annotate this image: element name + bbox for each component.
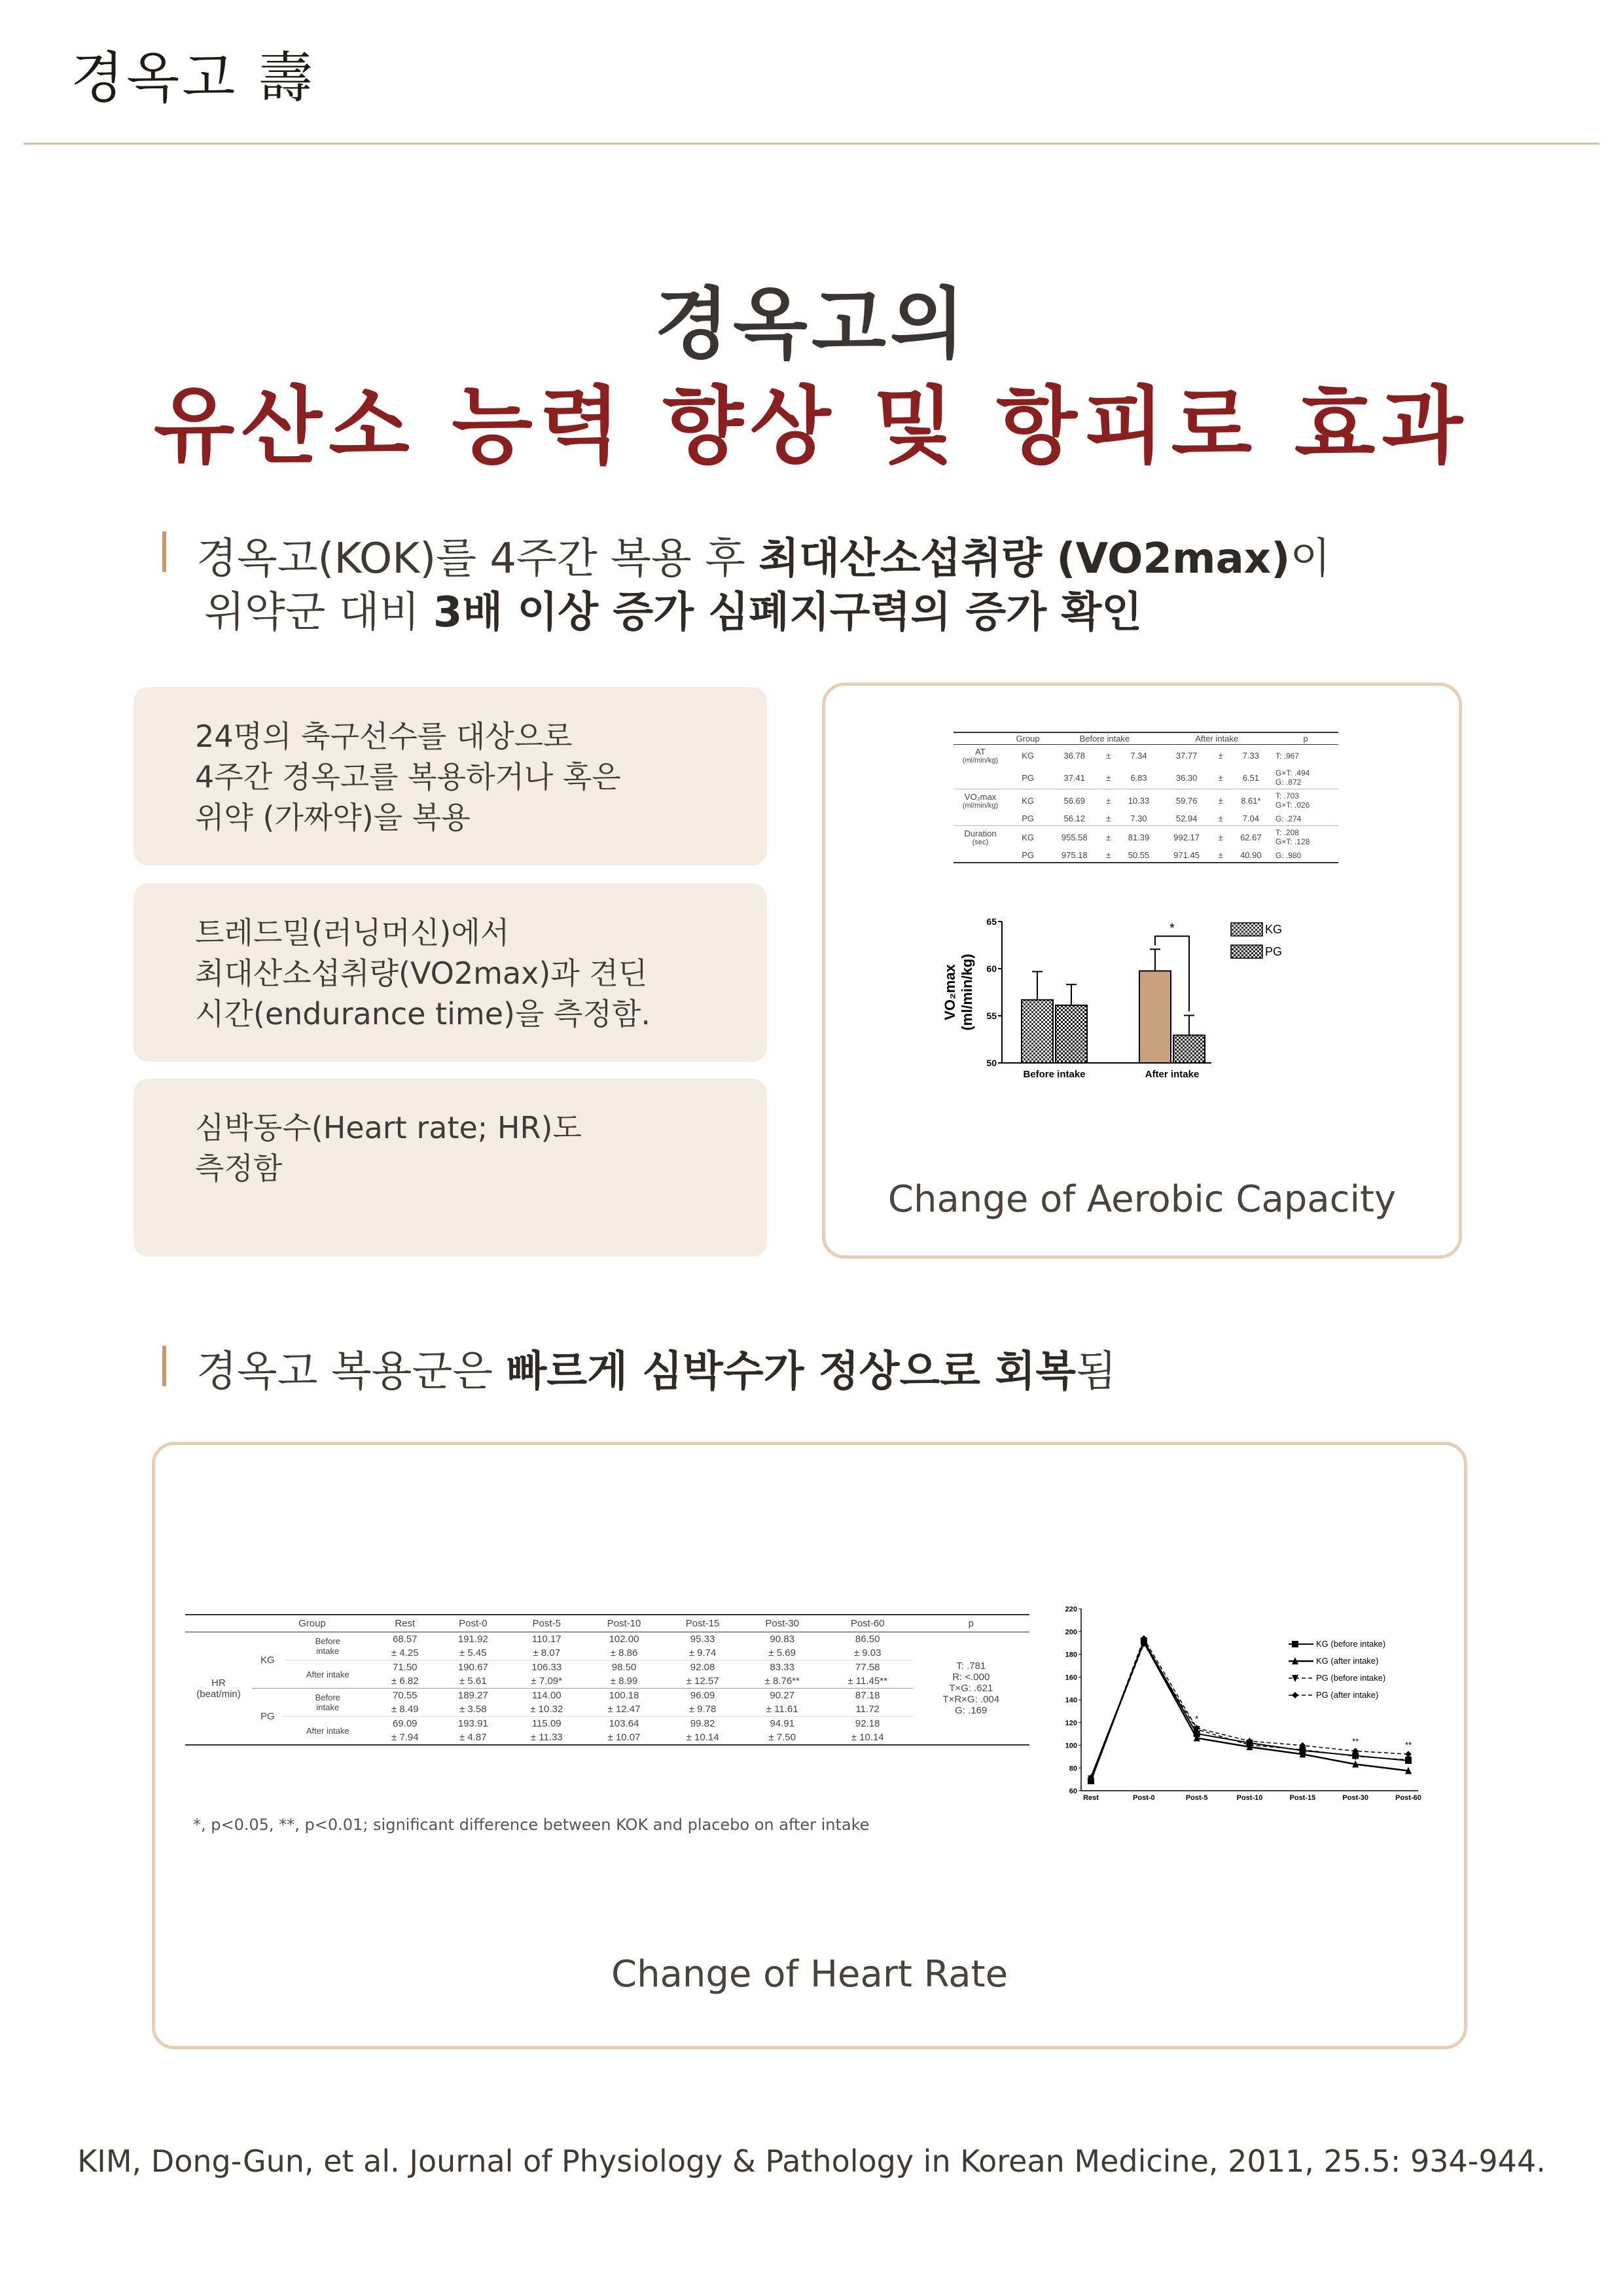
hr-col-header: Post-0 <box>459 1618 488 1629</box>
hr-mean-cell: 92.18 <box>855 1718 880 1729</box>
p-value: G×T: .026 <box>1275 800 1310 810</box>
hr-phase-cell: Before intake <box>315 1693 340 1712</box>
section1-line1 <box>196 525 1330 585</box>
aerobic-table-row <box>954 745 1338 767</box>
before-sd-cell: 7.34 <box>1130 751 1147 761</box>
hr-sd-cell: ± 5.45 <box>459 1647 487 1659</box>
heart-rate-table <box>185 1614 1029 1746</box>
hr-mean-cell: 71.50 <box>392 1662 418 1673</box>
pm-cell: ± <box>1106 795 1111 806</box>
after-sd-cell: 62.67 <box>1240 832 1262 842</box>
hr-table-row <box>185 1660 1029 1675</box>
data-point <box>1292 1692 1298 1698</box>
hr-mean-cell: 103.64 <box>609 1718 639 1729</box>
aerobic-table-row <box>954 848 1338 863</box>
hr-mean-cell: 106.33 <box>531 1662 562 1673</box>
hr-sd-cell: ± 6.82 <box>391 1676 419 1687</box>
measure-unit: (ml/min/kg) <box>962 801 999 810</box>
p-value: G: .872 <box>1275 778 1302 787</box>
before-sd-cell: 6.83 <box>1130 772 1147 783</box>
hr-sd-cell: ± 9.03 <box>853 1647 882 1659</box>
info-box-treadmill <box>134 884 767 1062</box>
legend-label: PG (before intake) <box>1316 1673 1386 1683</box>
p-cell <box>1273 848 1338 863</box>
col-after: After intake <box>1195 734 1239 744</box>
pm-cell: ± <box>1106 751 1111 761</box>
hr-p-value: T×R×G: .004 <box>942 1694 1000 1705</box>
y-tick-label: 220 <box>1065 1605 1077 1613</box>
hr-col-header: p <box>968 1618 974 1629</box>
y-tick-label: 50 <box>986 1058 997 1068</box>
hr-mean-cell: 68.57 <box>392 1634 418 1645</box>
hr-p-cell <box>913 1632 1029 1746</box>
measure-unit: (sec) <box>972 838 989 846</box>
before-sd-cell: 81.39 <box>1128 832 1150 842</box>
heart-rate-caption: Change of Heart Rate <box>611 1953 1008 1996</box>
section1-line2 <box>204 579 1142 639</box>
significance-mark: * <box>1195 1713 1199 1724</box>
measure-unit: (ml/min/kg) <box>962 757 999 764</box>
legend-label: PG (after intake) <box>1316 1690 1379 1700</box>
hr-sd-cell: ± 10.32 <box>530 1704 563 1715</box>
hr-mean-cell: 102.00 <box>609 1634 639 1645</box>
before-sd-cell: 7.30 <box>1130 814 1147 823</box>
col-before: Before intake <box>1079 734 1130 744</box>
info-box-text: 24명의 축구선수를 대상으로 4주간 경옥고를 복용하거나 혹은 위약 (가짜약)을 복용 <box>195 719 621 835</box>
hr-sd-cell: ± 7.94 <box>391 1732 419 1743</box>
hr-mean-cell: 110.17 <box>531 1634 562 1645</box>
p-cell <box>1273 826 1338 849</box>
x-tick-label: After intake <box>1145 1069 1200 1080</box>
x-tick-label: Post-0 <box>1133 1794 1155 1802</box>
measure-cell <box>954 789 1007 812</box>
brand-logo: 경옥고 壽 <box>71 46 316 110</box>
group-cell: PG <box>1022 772 1034 783</box>
bar-pg <box>1173 1035 1205 1063</box>
pm-cell: ± <box>1106 772 1111 783</box>
legend-label: KG <box>1265 923 1283 936</box>
hr-col-header: Rest <box>395 1618 416 1629</box>
heart-rate-line-chart <box>1052 1602 1444 1805</box>
hr-mean-cell: 98.50 <box>611 1662 637 1673</box>
legend-label: KG (before intake) <box>1316 1639 1386 1649</box>
hr-measure-unit: (beat/min) <box>196 1688 241 1700</box>
x-tick-label: Rest <box>1083 1794 1099 1802</box>
pm-cell: ± <box>1218 850 1223 860</box>
info-box-subjects <box>134 687 767 865</box>
hr-sd-cell: ± 11.45** <box>847 1676 887 1687</box>
hr-sd-cell: ± 10.07 <box>607 1732 641 1743</box>
hr-p-value: T: .781 <box>956 1660 986 1672</box>
hr-sd-cell: ± 7.50 <box>768 1732 796 1743</box>
p-cell <box>1273 745 1338 767</box>
y-tick-label: 55 <box>986 1011 997 1021</box>
hr-mean-cell: 190.67 <box>457 1662 488 1673</box>
header-divider <box>24 143 1599 145</box>
hr-mean-cell: 96.09 <box>690 1690 715 1701</box>
section1-text-post: 이 <box>1290 535 1331 583</box>
x-tick-label: Post-5 <box>1185 1794 1208 1802</box>
hr-sd-cell: 11.72 <box>855 1704 880 1715</box>
hr-group-cell: PG <box>260 1711 275 1722</box>
hr-mean-cell: 69.09 <box>392 1718 418 1729</box>
section2-text-post: 됨 <box>1076 1348 1116 1396</box>
measure-label: AT <box>975 747 986 757</box>
p-value: T: .208 <box>1275 828 1299 837</box>
aerobic-card <box>822 683 1462 1259</box>
measure-label: VO₂max <box>964 791 997 802</box>
vo2max-bar-chart <box>923 915 1316 1105</box>
y-tick-label: 180 <box>1065 1651 1077 1659</box>
aerobic-table-row <box>954 789 1338 812</box>
after-sd-cell: 7.33 <box>1242 751 1259 761</box>
aerobic-table-row <box>954 812 1338 826</box>
after-mean-cell: 37.77 <box>1175 751 1198 761</box>
after-sd-cell: 6.51 <box>1242 772 1259 783</box>
hr-mean-cell: 70.55 <box>392 1690 418 1701</box>
section2-text: 경옥고 복용군은 <box>196 1348 507 1396</box>
x-tick-label: Post-15 <box>1289 1794 1316 1802</box>
section1-bold2: 3배 이상 증가 심폐지구력의 증가 확인 <box>433 588 1143 637</box>
after-sd-cell: 7.04 <box>1242 814 1259 823</box>
info-box-heart-rate <box>134 1079 767 1257</box>
hr-sd-cell: ± 8.86 <box>610 1647 638 1659</box>
x-tick-label: Post-30 <box>1342 1794 1369 1802</box>
hr-sd-cell: ± 4.87 <box>459 1732 487 1743</box>
pm-cell: ± <box>1218 832 1223 842</box>
pm-cell: ± <box>1218 772 1223 783</box>
pm-cell: ± <box>1106 850 1111 860</box>
before-sd-cell: 50.55 <box>1128 850 1150 860</box>
hr-mean-cell: 193.91 <box>457 1718 488 1729</box>
hr-phase-cell: Before intake <box>315 1636 340 1656</box>
y-axis-label-line: VO₂max <box>942 964 958 1020</box>
p-value: G×T: .128 <box>1275 837 1310 846</box>
pm-cell: ± <box>1106 814 1111 823</box>
pm-cell: ± <box>1218 795 1223 806</box>
after-mean-cell: 992.17 <box>1173 832 1200 842</box>
p-value: T: .703 <box>1275 791 1299 800</box>
y-tick-label: 100 <box>1065 1742 1077 1750</box>
hr-phase-cell: After intake <box>306 1669 349 1679</box>
p-cell <box>1273 812 1338 826</box>
hr-sd-cell: ± 8.99 <box>610 1676 638 1687</box>
p-value: G×T: .494 <box>1275 768 1310 778</box>
aerobic-table <box>954 732 1338 863</box>
page-title-line1: 경옥고의 <box>654 278 969 369</box>
y-tick-label: 140 <box>1065 1696 1077 1704</box>
y-tick-label: 120 <box>1065 1719 1077 1727</box>
hr-p-value: T×G: .621 <box>949 1683 993 1694</box>
hr-group-cell: KG <box>260 1655 275 1666</box>
x-tick-label: Before intake <box>1023 1069 1086 1080</box>
aerobic-table-row <box>954 766 1338 789</box>
p-value: G: .274 <box>1275 814 1302 823</box>
legend-label: PG <box>1265 945 1283 958</box>
hr-sd-cell: ± 12.47 <box>607 1704 641 1715</box>
hr-phase-cell: After intake <box>306 1725 349 1736</box>
section1-text: 경옥고(KOK)를 4주간 복용 후 <box>196 535 759 583</box>
measure-cell <box>954 826 1007 849</box>
hr-sd-cell: ± 9.74 <box>688 1647 717 1659</box>
significance-mark: ** <box>1404 1740 1412 1750</box>
p-value: T: .967 <box>1275 751 1299 761</box>
info-box-text: 심박동수(Heart rate; HR)도 측정함 <box>195 1110 582 1186</box>
hr-mean-cell: 95.33 <box>690 1634 715 1645</box>
significance-mark: * <box>1169 921 1175 936</box>
pm-cell: ± <box>1218 751 1223 761</box>
hr-mean-cell: 77.58 <box>855 1662 880 1673</box>
pm-cell: ± <box>1218 814 1223 823</box>
y-tick-label: 160 <box>1065 1674 1077 1682</box>
hr-table-row <box>185 1689 1029 1703</box>
group-cell: PG <box>1022 850 1034 860</box>
hr-mean-cell: 90.83 <box>770 1634 794 1645</box>
x-tick-label: Post-60 <box>1395 1794 1421 1802</box>
hr-col-header: Group <box>298 1618 326 1629</box>
citation: KIM, Dong-Gun, et al. Journal of Physiology & Pathology in Korean Medicine, 2011, 25.5: 934-944. <box>77 2144 1546 2179</box>
hr-mean-cell: 100.18 <box>609 1690 639 1701</box>
y-tick-label: 200 <box>1065 1628 1077 1636</box>
hr-sd-cell: ± 7.09* <box>531 1676 562 1687</box>
y-axis-label <box>942 954 975 1030</box>
group-cell: KG <box>1022 832 1034 842</box>
before-mean-cell: 56.12 <box>1063 814 1086 823</box>
hr-sd-cell: ± 12.57 <box>686 1676 719 1687</box>
before-mean-cell: 37.41 <box>1063 772 1086 783</box>
after-mean-cell: 59.76 <box>1175 795 1198 806</box>
hr-mean-cell: 114.00 <box>531 1690 562 1701</box>
page-title-line2: 유산소 능력 향상 및 항피로 효과 <box>153 377 1470 475</box>
after-mean-cell: 971.45 <box>1173 850 1200 860</box>
hr-col-header: Post-15 <box>685 1618 720 1629</box>
hr-sd-cell: ± 10.14 <box>851 1732 884 1743</box>
hr-col-header: Post-5 <box>532 1618 561 1629</box>
data-point <box>1405 1751 1412 1757</box>
hr-sd-cell: ± 10.14 <box>686 1732 719 1743</box>
after-mean-cell: 52.94 <box>1175 814 1198 823</box>
info-box-text: 트레드밀(러닝머신)에서 최대산소섭취량(VO2max)과 견딘 시간(endurance time)을 측정함. <box>195 915 651 1031</box>
legend-label: KG (after intake) <box>1316 1656 1379 1666</box>
legend-swatch <box>1231 923 1262 936</box>
section1-text2: 위약군 대비 <box>204 588 433 637</box>
hr-sd-cell: ± 11.61 <box>766 1704 798 1715</box>
y-tick-label: 65 <box>986 916 997 927</box>
before-sd-cell: 10.33 <box>1128 795 1150 806</box>
after-mean-cell: 36.30 <box>1175 772 1198 783</box>
after-sd-cell: 40.90 <box>1240 850 1262 860</box>
before-mean-cell: 56.69 <box>1063 795 1086 806</box>
measure-cell <box>954 812 1007 826</box>
measure-cell <box>954 745 1007 767</box>
measure-label: Duration <box>964 828 997 838</box>
hr-col-header: Post-10 <box>607 1618 641 1629</box>
before-mean-cell: 36.78 <box>1063 751 1086 761</box>
hr-col-header: Post-60 <box>850 1618 885 1629</box>
pm-cell: ± <box>1106 832 1111 842</box>
bar-pg <box>1056 1005 1087 1063</box>
y-axis-label-line: (ml/min/kg) <box>959 954 975 1031</box>
group-cell: KG <box>1022 795 1034 806</box>
y-tick-label: 60 <box>986 963 997 974</box>
footnote: *, p<0.05, **, p<0.01; significant difference between KOK and placebo on after intake <box>193 1816 870 1834</box>
hr-sd-cell: ± 3.58 <box>459 1704 487 1715</box>
col-p: p <box>1303 734 1308 744</box>
before-mean-cell: 975.18 <box>1061 850 1088 860</box>
hr-sd-cell: ± 8.07 <box>533 1647 561 1659</box>
before-mean-cell: 955.58 <box>1061 832 1088 842</box>
p-cell <box>1273 766 1338 789</box>
hr-p-value: R: <.000 <box>952 1672 990 1683</box>
hr-measure-label: HR <box>211 1677 226 1689</box>
group-cell: KG <box>1022 751 1034 761</box>
hr-sd-cell: ± 4.25 <box>391 1647 419 1659</box>
aerobic-caption: Change of Aerobic Capacity <box>887 1178 1397 1221</box>
section2-line <box>196 1338 1116 1398</box>
hr-mean-cell: 83.33 <box>770 1662 794 1673</box>
hr-mean-cell: 191.92 <box>457 1634 488 1645</box>
group-cell: PG <box>1022 814 1034 823</box>
hr-table-row <box>185 1717 1029 1731</box>
col-group: Group <box>1016 734 1040 744</box>
hr-sd-cell: ± 9.78 <box>688 1704 717 1715</box>
section2-bar <box>162 1346 166 1386</box>
section1-bold: 최대산소섭취량 (VO2max) <box>758 535 1291 583</box>
hr-col-measure <box>185 1615 252 1632</box>
measure-cell <box>954 766 1007 789</box>
hr-col-header: Post-30 <box>765 1618 800 1629</box>
legend-swatch <box>1231 945 1262 958</box>
section1-bar <box>162 531 166 572</box>
measure-cell <box>954 848 1007 863</box>
hr-mean-cell: 87.18 <box>855 1690 880 1701</box>
hr-sd-cell: ± 11.33 <box>530 1732 563 1743</box>
x-tick-label: Post-10 <box>1236 1794 1263 1802</box>
hr-table-row <box>185 1632 1029 1647</box>
col-measure <box>954 732 1007 745</box>
hr-mean-cell: 99.82 <box>690 1718 715 1729</box>
bar-kg <box>1139 971 1171 1063</box>
section2-bold: 빠르게 심박수가 정상으로 회복 <box>506 1348 1077 1396</box>
hr-mean-cell: 189.27 <box>457 1690 488 1701</box>
hr-mean-cell: 94.91 <box>770 1718 794 1729</box>
hr-sd-cell: ± 8.76** <box>764 1676 800 1687</box>
bar-kg <box>1022 1000 1053 1063</box>
hr-mean-cell: 92.08 <box>690 1662 715 1673</box>
p-value: G: .980 <box>1275 850 1302 860</box>
y-tick-label: 60 <box>1069 1787 1077 1795</box>
hr-sd-cell: ± 5.61 <box>459 1676 487 1687</box>
significance-mark: ** <box>1352 1736 1359 1747</box>
after-sd-cell: 8.61* <box>1241 795 1261 806</box>
hr-p-value: G: .169 <box>955 1705 988 1716</box>
aerobic-table-row <box>954 826 1338 849</box>
hr-mean-cell: 86.50 <box>855 1634 880 1645</box>
hr-mean-cell: 90.27 <box>770 1690 794 1701</box>
hr-mean-cell: 115.09 <box>531 1718 562 1729</box>
hr-sd-cell: ± 8.49 <box>391 1704 419 1715</box>
hr-sd-cell: ± 5.69 <box>768 1647 796 1659</box>
heart-rate-card <box>152 1442 1467 2049</box>
hr-measure-cell <box>185 1632 252 1746</box>
y-tick-label: 80 <box>1069 1765 1077 1773</box>
p-cell <box>1273 789 1338 812</box>
data-point <box>1292 1641 1298 1647</box>
